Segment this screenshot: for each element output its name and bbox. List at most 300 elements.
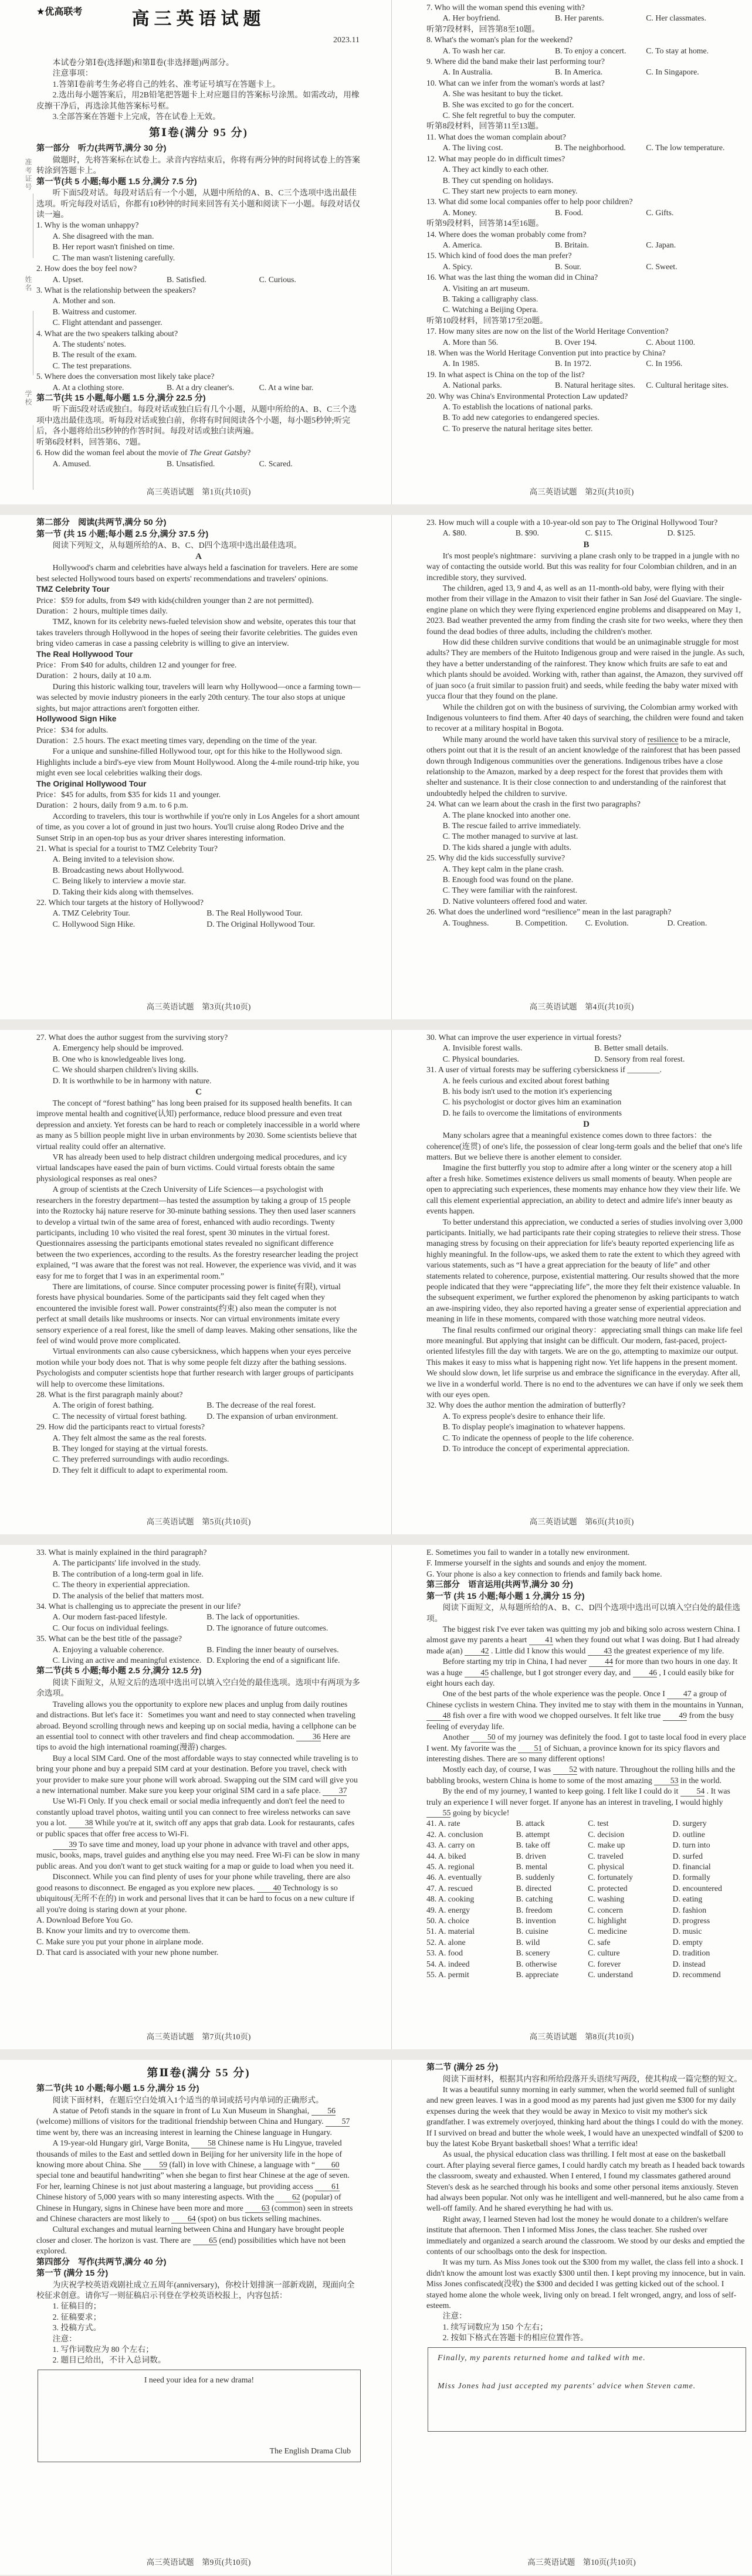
option: C. They start new projects to earn money.: [442, 186, 578, 195]
option: A. More than 56.: [442, 337, 499, 347]
paragraph: The concept of “forest bathing” has long been praised for its supposed health benefits. It can improve mental health and cognitive(认知) performance, reduce blood pressure and even treat depression and anxiety. Yet forests can be hard to reach or completely inaccessible in a world where as many as 5 billion people might live in urban environments by 2030. Some scientists believe that virtual reality could offer an alternative.: [36, 1099, 360, 1151]
options-row: [443, 67, 746, 77]
paragraph: As usual, the physical education class was thrilling. I felt most at ease on the basketball court. After playing several fierce games, I could hardly catch my breath as I headed back towards the classroom, sweaty and exhausted. When I entered, I found my classmates gathered around Steven's desk as he searched through his books and some other personal items anxiously. Steven had always been popular. Not only was he intelligent and well-mannered, but he also came from a well-off family. And he shared everything he had with us.: [426, 2150, 745, 2213]
page-band: [0, 0, 752, 504]
option: D. They felt it difficult to adapt to experimental room.: [52, 1465, 228, 1475]
option: B. They longed for staying at the virtual forests.: [52, 1444, 208, 1453]
question: 33. What is mainly explained in the third paragraph?: [36, 1548, 207, 1557]
section-heading: 第一部分 听力(共两节,满分 30 分): [36, 144, 167, 154]
question: 28. What is the first paragraph mainly about?: [36, 1390, 183, 1399]
passage-label: C: [195, 1087, 202, 1097]
section-heading: 第一节 (满分 15 分): [36, 2269, 109, 2279]
exam-page-4: [376, 515, 752, 1019]
option: B. They cut spending on holidays.: [442, 175, 554, 185]
question: 17. How many sites are now on the list of the World Heritage Convention?: [426, 327, 669, 336]
option: B. otherwise: [516, 1959, 557, 1968]
option: D. The ignorance of future outcomes.: [206, 1623, 328, 1632]
paragraph: 听第9段材料，回答第14至16题。: [426, 219, 544, 228]
options-row: [443, 358, 746, 369]
option: A. In 1985.: [442, 359, 480, 368]
options-row: [443, 262, 746, 272]
option: C. make up: [588, 1841, 625, 1850]
tour-title: TMZ Celebrity Tour: [36, 585, 110, 594]
answer-blank: 43: [588, 1647, 612, 1656]
question: 4. What are the two speakers talking about?: [36, 328, 178, 338]
answer-blank: 46: [633, 1669, 657, 1677]
paragraph: 3. 投稿方式。: [52, 2323, 101, 2333]
answer-blank: 54: [680, 1787, 704, 1796]
cloze-options-row: [426, 1894, 746, 1904]
paragraph: Hollywood's charm and celebrities have always held a fascination for travelers. Here are some best selected Hollywood tours based on experts' recommendations and travelers' opinions.: [36, 563, 358, 583]
page-band: [0, 1545, 752, 2049]
paragraph: TMZ, known for its celebrity news-fueled television show and website, operates this tour that takes travelers through Hollywood in the hopes of seeing their favorite celebrities. The guides even bring video cameras in case a passing celebrity is willing to give an interview.: [36, 617, 358, 648]
paragraph: Traveling allows you the opportunity to explore new places and unplug from daily routines and distractions. But let's face it：Sometimes you want and need to stay connected when traveling abroad. Beyond scrolling through news and keeping up on social media, having a cellphone can be an essential tool to connect with other travelers and find cheap accommodation. 36 Here are tips to avoid the high international roaming(漫游) charges.: [36, 1699, 357, 1752]
paragraph: 2. 题目已给出，不计入总词数。: [52, 2355, 166, 2365]
option: A. America.: [442, 240, 482, 249]
answer-blank: 65: [193, 2236, 217, 2245]
option: 48. A. cooking: [426, 1894, 475, 1904]
option: B. attack: [516, 1819, 545, 1828]
paragraph: 听第6段材料，回答第6、7题。: [36, 437, 146, 446]
option: B. Unsatisfied.: [166, 459, 215, 468]
option: A. She disagreed with the man.: [52, 231, 154, 240]
answer-box-line: I need your idea for a new drama!: [144, 2375, 255, 2384]
options-row: [443, 1043, 746, 1053]
option: C. washing: [588, 1894, 625, 1904]
option: C. Japan.: [646, 240, 676, 249]
option: B. Britain.: [555, 240, 589, 249]
question: 24. What can we learn about the crash in the first two paragraphs?: [426, 799, 641, 809]
question: 7. Who will the woman spend this evening with?: [426, 3, 585, 12]
paragraph: VR has already been used to help distract children undergoing medical procedures, and icy virtual landscapes have eased the pain of burn victims. Could virtual forests obtain the same physiological responses as real ones?: [36, 1153, 347, 1183]
option: 49. A. energy: [426, 1905, 470, 1914]
paragraph: 本试卷分第Ⅰ卷(选择题)和第Ⅱ卷(非选择题)两部分。: [52, 58, 234, 67]
option: C. To stay at home.: [646, 46, 709, 55]
option: 42. A. conclusion: [426, 1829, 483, 1839]
question: 31. A user of virtual forests may be suffering cybersickness if ________.: [426, 1065, 662, 1075]
question: 12. What may people do in difficult times?: [426, 154, 565, 163]
option: B. Waitress and customer.: [52, 307, 137, 316]
option: D. It is worthwhile to be in harmony with nature.: [52, 1076, 212, 1085]
option: B. appreciate: [516, 1970, 559, 1980]
answer-blank: 64: [171, 2215, 195, 2224]
paragraph: 2. 按如下格式在答题卡的相应位置作答。: [442, 2333, 588, 2343]
option: 50. A. choice: [426, 1916, 469, 1925]
option: B. his body isn't used to the motion it's experiencing: [442, 1087, 612, 1096]
option: B. catching: [516, 1894, 553, 1904]
option: A. Toughness.: [442, 918, 489, 927]
option: C. At a wine bar.: [259, 382, 314, 392]
question: 2. How does the boy feel now?: [36, 264, 137, 273]
paragraph: By the end of my journey, I wanted to keep going. I felt like I could do it 54 . It was truly an experience I will never forget. If anyone has an interest in traveling, I would highly 55 going by bicycle!: [426, 1787, 730, 1817]
option: D. tradition: [672, 1948, 710, 1958]
option: D. recommend: [672, 1970, 721, 1980]
option: B. To enjoy a concert.: [555, 46, 626, 55]
option: C. physical: [588, 1862, 625, 1871]
option: C. concern: [588, 1905, 623, 1914]
paragraph: 阅读下面短文，从每题所给的A、B、C、D四个选项中选出可以填入空白处的最佳选项。: [426, 1603, 741, 1623]
answer-blank: 36: [296, 1733, 320, 1741]
option: C. The mother managed to survive at last.: [442, 832, 578, 841]
question: 8. What's the woman's plan for the weekend?: [426, 35, 573, 45]
paragraph: Duration：2 hours, daily at 10 a.m.: [36, 671, 152, 680]
option: C. highlight: [588, 1916, 627, 1925]
paragraph: A statue of Petofi stands in the square in front of Lu Xun Museum in Shanghai, 56 (welcome) millions of visitors for the traditional friendship between China and Hungary. 57 time went by, there was an increasing interest in learning the Chinese language in Hungary.: [36, 2106, 350, 2137]
section-heading: 第二节(共 15 小题,每小题 1.5 分,满分 22.5 分): [36, 393, 206, 403]
option: D. outline: [672, 1829, 705, 1839]
option: C. The test preparations.: [52, 361, 132, 370]
option: B. Taking a calligraphy class.: [442, 294, 538, 303]
paragraph: While the children got on with the business of surviving, the Colombian army worked with Indigenous volunteers to find them. After 40 days of searching, the children were found and taken to recover at a military hospital in Bogota.: [426, 702, 744, 733]
answer-box-line: The English Drama Club: [269, 2446, 351, 2456]
cloze-options-row: [426, 1905, 746, 1916]
option: C. Physical boundaries.: [442, 1054, 519, 1063]
exam-masthead: [36, 2, 361, 57]
answer-blank: 55: [426, 1809, 450, 1818]
paragraph: The biggest risk I've ever taken was quitting my job and biking solo across western China. I almost gave my parents a heart 41 when they found out what I was doing. But I had already made a(an) 42 . Little did I know this would 43 the greatest experience of my life.: [426, 1625, 740, 1655]
option: C. Living an active and meaningful existence.: [52, 1656, 202, 1665]
option: D. he fails to overcome the limitations of environments: [442, 1108, 622, 1117]
option: C. decision: [588, 1829, 625, 1839]
paragraph: According to travelers, this tour is worthwhile if you're only in Los Angeles for a short amount of time, as you cover a lot of ground in just two hours. You'll cruise along Rodeo Drive and the Sunset Strip in an open-top bus as your driver shares interesting information.: [36, 811, 360, 842]
answer-blank: 61: [315, 2182, 339, 2191]
section-heading: 第二节(共 10 小题;每小题 1.5 分,满分 15 分): [36, 2084, 199, 2093]
answer-blank: 62: [276, 2193, 300, 2202]
page-footer: 高三英语试题 第3页(共10页): [146, 1002, 251, 1011]
answer-blank: 41: [529, 1636, 553, 1645]
paragraph: E. Sometimes you fail to wander in a totally new environment.: [426, 1548, 630, 1557]
option: D. The Original Hollywood Tour.: [206, 919, 316, 928]
option: B. One who is knowledgeable lives long.: [52, 1054, 186, 1063]
option: A. Being invited to a television show.: [52, 855, 175, 864]
page-footer: 高三英语试题 第10页(共10页): [527, 2557, 636, 2567]
option: C. Her classmates.: [646, 13, 706, 23]
option: D. encountered: [672, 1883, 722, 1893]
option: A. TMZ Celebrity Tour.: [52, 909, 130, 918]
question: 13. What did some local companies offer to help poor children?: [426, 197, 633, 206]
options-row: [53, 459, 361, 469]
passage-label: B: [583, 540, 590, 550]
paragraph: B. Know your limits and try to overcome them.: [36, 1926, 191, 1936]
option: C. She felt regretful to buy the computer.: [442, 111, 576, 120]
option: C. They preferred surroundings with audio recordings.: [52, 1455, 229, 1464]
section-heading: 第四部分 写作(共两节,满分 40 分): [36, 2257, 167, 2267]
option: B. Her parents.: [555, 13, 604, 23]
option: C. understand: [588, 1970, 633, 1980]
question: 22. Which tour targets at the history of Hollywood?: [36, 898, 204, 907]
option: C. test: [588, 1819, 609, 1828]
paragraph: 听下面5段对话或独白。每段对话或独白后有几个小题，从题中所给的A、B、C三个选项中选出最佳选项。听每段对话或独白前，你将有时间阅读各个小题，每小题5秒钟;听完后，各小题将给出5秒钟的作答时间。每段对话或独白读两遍。: [36, 405, 357, 436]
question: 5. Where does the conversation most likely take place?: [36, 372, 215, 381]
paragraph: D. That card is associated with your new phone number.: [36, 1948, 219, 1957]
paragraph: Before starting my trip in China, I had never 44 for more than two hours in one day. It was a huge 45 challenge, but I got stronger every day, and 46 , I could easily bike for eight hours each day.: [426, 1657, 738, 1688]
option: D. formally: [672, 1873, 711, 1882]
option: D. Creation.: [667, 918, 707, 927]
option: C. culture: [588, 1948, 620, 1958]
exam-page-1: [0, 0, 376, 504]
option: A. Money.: [442, 208, 477, 217]
option: D. music: [672, 1927, 702, 1936]
paragraph: 听下面5段对话。每段对话后有一个小题，从题中所给的A、B、C三个选项中选出最佳选项。听完每段对话后，你都有10秒钟的时间来回答有关小题和阅读下一小题。每段对话仅读一遍。: [36, 188, 360, 219]
question: 1. Why is the woman unhappy?: [36, 221, 139, 230]
option: A. Our modern fast-paced lifestyle.: [52, 1612, 167, 1622]
option: A. Amused.: [52, 459, 92, 468]
options-row: [53, 1623, 361, 1633]
options-row: [53, 382, 361, 393]
paragraph: The final results confirmed our original theory：appreciating small things can make life feel more meaningful. But applying that insight can be difficult. Our modern, fast-paced, project-oriented lifestyles fill the day with targets. We are on the go, attempting to maximize our output. This makes it easy to miss what is happening right now. Yet life happens in the present moment. We should slow down, let life surprise us and embrace the significance in the everyday. After all, we live in a wonderful world. There is no end to the adventures we can have if only we seek them with our eyes open.: [426, 1325, 743, 1399]
question: 32. Why does the author mention the admiration of butterfly?: [426, 1401, 626, 1410]
option: 54. A. indeed: [426, 1959, 470, 1968]
paragraph: Price：$34 for adults.: [36, 725, 109, 734]
option: B. The rescue failed to arrive immediately.: [442, 821, 581, 830]
option: C. In Singapore.: [646, 67, 699, 77]
option: B. Competition.: [515, 918, 568, 927]
answer-blank: 50: [471, 1733, 495, 1742]
answer-blank: 56: [311, 2107, 336, 2116]
paragraph: Another 50 of my journey was definitely the food. I got to taste local food in every place I went. My favorite was the 51 of Sichuan, a province known for its spicy flavors and interesting dishes. There are so many different options!: [426, 1733, 746, 1763]
paragraph: 听第10段材料，回答第17至20题。: [426, 316, 548, 325]
section-heading: 第三部分 语言运用(共两节,满分 30 分): [426, 1580, 573, 1590]
option: A. The living cost.: [442, 143, 503, 152]
question: 35. What can be the best title of the passage?: [36, 1634, 182, 1643]
option: D. To introduce the concept of experimental appreciation.: [442, 1444, 630, 1453]
option: D. surfed: [672, 1851, 703, 1860]
option: B. At a dry cleaner's.: [166, 382, 235, 392]
option: 41. A. rate: [426, 1819, 460, 1828]
options-row: [443, 1054, 746, 1065]
paragraph: 为庆祝学校英语戏剧社成立五周年(anniversary)，你校计划排演一部新戏剧，现面向全校征求创意。请你写一则征稿启示刊登在学校英语校报上，内容包括：: [36, 2280, 355, 2300]
paragraph: Disconnect. While you can find plenty of uses for your phone while traveling, there are also good reasons to disconnect. Be engaged as you explore new places. 40 Technology is so ubiquitous(无所不在的) in work and personal lives that it can be hard to focus on a new culture if all you're doing is staring down at your phone.: [36, 1872, 355, 1914]
paragraph: During this historic walking tour, travelers will learn why Hollywood—once a farming town—was selected by movie industry pioneers in the early 20th century. The tour also stops at unique sights, but major attractions aren't forgotten either.: [36, 682, 361, 713]
paragraph: It was my turn. As Miss Jones took out the $300 from my wallet, the class fell into a shock. I didn't know the amount lost was exactly $300 until then. I kept proving my innocence, but in vain. Miss Jones confiscated(没收) the $300 and decided I was getting kicked out of the school. I stayed home alone the whole week, living only on bread. I felt wronged, angry, and loss of self-esteem.: [426, 2258, 746, 2310]
option: B. wild: [516, 1937, 540, 1947]
question: 16. What was the last thing the woman did in China?: [426, 273, 598, 282]
paragraph: Imagine the first butterfly you stop to admire after a long winter or the scenery atop a hill after a fresh hike. Sometimes existence delivers us small moments of beauty. When people are open to appreciating such experiences, these moments may enhance how they view their life. We call this element experiential appreciation, an ability to detect and admire life's inner beauty as events happen.: [426, 1163, 740, 1216]
option: C. In 1956.: [646, 359, 683, 368]
exam-title: 高三英语试题: [131, 9, 266, 29]
option: B. freedom: [516, 1905, 553, 1914]
option: B. The result of the exam.: [52, 350, 137, 360]
option: A. They kept calm in the plane crash.: [442, 864, 564, 873]
section-heading: 第一节(共 5 小题;每小题 1.5 分,满分 7.5 分): [36, 177, 197, 187]
exam-page-9: [0, 2060, 376, 2575]
option: 53. A. food: [426, 1948, 463, 1958]
exam-brand: ★优高联考: [36, 7, 83, 17]
answer-blank: 42: [465, 1647, 489, 1656]
exam-page-5: [0, 1030, 376, 1534]
answer-blank: 48: [426, 1711, 450, 1720]
option: B. In 1972.: [555, 359, 592, 368]
option: D. progress: [672, 1916, 710, 1925]
option: D. $125.: [667, 528, 696, 538]
question: 10. What can we infer from the woman's words at last?: [426, 78, 605, 87]
underlined-word: resilience: [647, 734, 679, 744]
options-row: [53, 1655, 361, 1666]
question: 30. What can improve the user experience in virtual forests?: [426, 1033, 622, 1042]
cloze-options-row: [426, 1926, 746, 1937]
section-heading: 第二节(共 5 小题;每小题 2.5 分,满分 12.5 分): [36, 1666, 202, 1676]
question: 18. When was the World Heritage Convention put into practice by China?: [426, 348, 666, 357]
paragraph: Mostly each day, of course, I was 52 with nature. Throughout the rolling hills and the babbling brooks, western China is home to some of the most amazing 53 in the world.: [426, 1765, 736, 1785]
paragraph: F. Immerse yourself in the sights and sounds and enjoy the moment.: [426, 1558, 647, 1568]
option: D. instead: [672, 1959, 706, 1968]
question: 9. Where did the band make their last performing tour?: [426, 57, 605, 66]
option: C. protected: [588, 1883, 628, 1893]
option: D. surgery: [672, 1819, 707, 1828]
option: B. Over 194.: [555, 337, 597, 347]
page-footer: 高三英语试题 第2页(共10页): [529, 487, 634, 496]
paragraph: C. Make sure you put your phone in airplane mode.: [36, 1937, 204, 1946]
cloze-options-row: [426, 1872, 746, 1883]
paragraph: One of the best parts of the whole experience was the people. Once I 47 a group of Chinese cyclists in western China. They invited me to stay with them in the mountains in Yunnan, 48 fish over a fire with wood we chopped ourselves. It felt like true 49 from the busy feeling of everyday life.: [426, 1689, 744, 1731]
answer-blank: 58: [191, 2139, 215, 2148]
option: C. Hollywood Sign Hike.: [52, 919, 136, 928]
tour-title: The Real Hollywood Tour: [36, 649, 133, 659]
answer-blank: 44: [589, 1658, 613, 1666]
answer-blank: 40: [257, 1884, 281, 1893]
page-footer: 高三英语试题 第5页(共10页): [146, 1517, 251, 1526]
option: A. Invisible forest walls.: [442, 1043, 523, 1053]
question: 23. How much will a couple with a 10-year-old son pay to The Original Hollywood Tour?: [426, 518, 718, 527]
exam-page-8: [376, 1545, 752, 2049]
answer-blank: 47: [667, 1690, 691, 1699]
option: B. $90.: [515, 528, 540, 538]
option: 55. A. permit: [426, 1970, 469, 1980]
cloze-options-row: [426, 1818, 746, 1829]
option: A. he feels curious and excited about forest bathing: [442, 1076, 609, 1085]
paragraph: G. Your phone is also a key connection to friends and family back home.: [426, 1569, 662, 1578]
answer-blank: 51: [518, 1744, 542, 1753]
option: B. attempt: [516, 1829, 550, 1839]
exam-page-10: [376, 2060, 752, 2575]
question: 20. Why was China's Environmental Protection Law updated?: [426, 391, 628, 401]
option: D. Exploring the end of a significant life.: [206, 1656, 340, 1665]
option: B. The neighborhood.: [555, 143, 626, 152]
option: C. We should sharpen children's living skills.: [52, 1065, 199, 1075]
option: B. invention: [516, 1916, 556, 1925]
options-row: [443, 380, 746, 391]
paragraph: Price：$45 for adults, from $35 for kids 11 and younger.: [36, 789, 221, 799]
page-band: [0, 2060, 752, 2575]
option: A. They felt almost the same as the real forests.: [52, 1433, 206, 1442]
option: C. Evolution.: [585, 918, 629, 927]
option: B. Broadcasting news about Hollywood.: [52, 865, 184, 875]
option: D. The analysis of the belief that matters most.: [52, 1591, 204, 1600]
option: A. To express people's desire to enhance their life.: [442, 1411, 605, 1421]
option: B. cuisine: [516, 1927, 548, 1936]
question: 25. Why did the kids successfully survive?: [426, 853, 565, 863]
option: A. To wash her car.: [442, 46, 506, 55]
page-band: [0, 515, 752, 1019]
option: C. To indicate the openness of people to the life coherence.: [442, 1433, 634, 1442]
question: 6. How did the woman feel about the movie of The Great Gatsby?: [36, 448, 251, 457]
exam-date: 2023.11: [333, 36, 360, 45]
options-row: [443, 528, 746, 538]
page-footer: 高三英语试题 第4页(共10页): [529, 1002, 634, 1011]
sidebar-label: 姓名: [24, 276, 32, 292]
sidebar-label: 准考证号: [24, 158, 32, 191]
options-row: [53, 1411, 361, 1422]
answer-blank: 59: [143, 2161, 167, 2170]
paragraph: Duration：2.5 hours. The exact meeting times vary, depending on the time of the year.: [36, 735, 317, 745]
option: C. safe: [588, 1937, 611, 1947]
paragraph: A 19-year-old Hungary girl, Varge Bonita, 58 Chinese name is Hu Lingyue, traveled thousands of miles to the East and settled down in Beijing for her university life in the hope of knowing more about China. She 59 (fall) in love with Chinese, a language with “ 60 special tone and beautiful handwriting” when she began to first hear Chinese at the age of seven. For her, learning Chinese is not just about mastering a language, but providing access 61 Chinese history of 5,000 years with so many interesting aspects. With the 62 (popular) of Chinese in Hungary, signs in Chinese have been more and more 63 (common) seen in streets and Chinese characters are most likely to 64 (spot) on bus tickets selling machines.: [36, 2138, 353, 2223]
option: A. Visiting an art museum.: [442, 283, 530, 293]
section-heading: 第一节 (共 15 小题;每小题 2.5 分,满分 37.5 分): [36, 529, 209, 539]
tour-title: Hollywood Sign Hike: [36, 714, 117, 724]
option: D. Sensory from real forest.: [594, 1054, 685, 1063]
option: B. driven: [516, 1851, 546, 1860]
paragraph: For a unique and sunshine-filled Hollywood tour, opt for this hike to the Hollywood sign. Highlights include a bird's-eye view from Mount Hollywood. Along the 4-mile round-trip hike, you might even see local celebrities walking their dogs.: [36, 747, 360, 778]
answer-blank: 37: [323, 1787, 347, 1795]
answer-blank: 60: [315, 2161, 339, 2170]
option: 45. A. regional: [426, 1862, 475, 1871]
paragraph: 39 To save time and money, load up your phone in advance with travel and other apps, music, books, maps, travel guides and anything else you may need. Free Wi-Fi can be slow in many public areas. And you don't want to get stuck waiting for a map or guide to load when you need it.: [36, 1840, 360, 1870]
option: D. Native volunteers offered food and water.: [442, 896, 588, 906]
option: B. directed: [516, 1883, 552, 1893]
paragraph: Use Wi-Fi Only. If you check email or social media infrequently and don't feel the need to constantly upload travel photos, waiting until you can connect to free wireless networks can save you a lot. 38 While you're at it, switch off any apps that grab data. Look for restaurants, cafes or public spaces that offer free access to Wi-Fi.: [36, 1797, 355, 1838]
exam-page-7: [0, 1545, 376, 2049]
options-row: [443, 337, 746, 348]
cloze-options-row: [426, 1916, 746, 1926]
page-footer: 高三英语试题 第9页(共10页): [146, 2557, 251, 2567]
option: C. The theory in experiential appreciation.: [52, 1580, 190, 1589]
option: B. Sour.: [555, 262, 581, 271]
options-row: [53, 908, 361, 918]
option: A. They act kindly to each other.: [442, 165, 549, 174]
option: A. She was hesitant to buy the ticket.: [442, 89, 563, 99]
paragraph: There are limitations, of course. Since computer processing power is finite(有限), virtual forests have physical boundaries. Some of the participants said they felt caged when they encountered the invisible forest wall. Power constraints(约束) also mean the computer is not perfect at small details like mushrooms or insects. Nor can virtual environments imitate every sensory experience of a real forest, like the smell of damp leaves. Making other sensations, like the feel of wind would prove more complicated.: [36, 1282, 357, 1345]
options-row: [443, 46, 746, 56]
paragraph: 1. 写作词数应为 80 个左右；: [52, 2345, 154, 2354]
option: C. Our focus on individual feelings.: [52, 1623, 169, 1632]
paragraph: Right away, I learned Steven had lost the money he would donate to a children's welfare institute that afternoon. Then I informed Miss Jones, the class teacher. She rushed over immediately and organized a search around the classroom. We stood by our desks and emptied the contents of our schoolbags onto the desk for inspection.: [426, 2214, 745, 2256]
cloze-options-row: [426, 1937, 746, 1948]
option: A. Enjoying a valuable coherence.: [52, 1645, 164, 1654]
option: B. The Real Hollywood Tour.: [206, 909, 303, 918]
option: A. Spicy.: [442, 262, 473, 271]
option: A. Mother and son.: [52, 296, 116, 306]
option: C. Sweet.: [646, 262, 678, 271]
option: C. Curious.: [259, 274, 296, 284]
exam-page-2: [376, 0, 752, 504]
paragraph: Many scholars agree that a meaningful existence comes down to three factors：the coherence(连贯) of one's life, the possession of clear long-term goals and the belief that one's life matters. But we believe there is another element to consider.: [426, 1131, 743, 1162]
option: C. The low temperature.: [646, 143, 725, 152]
option: B. Enough food was found on the plane.: [442, 875, 574, 884]
options-row: [443, 240, 746, 250]
option: A. Her boyfriend.: [442, 13, 500, 23]
question: 27. What does the author suggest from the surviving story?: [36, 1033, 228, 1042]
paragraph: Duration：2 hours, multiple times daily.: [36, 606, 168, 616]
paragraph: 注意：: [52, 2334, 77, 2343]
question: 15. Which kind of food does the man prefer?: [426, 251, 572, 260]
option: C. Watching a Beijing Opera.: [442, 305, 538, 314]
options-row: [53, 1400, 361, 1411]
answer-blank: 57: [326, 2117, 350, 2126]
paragraph: 阅读下列短文，从每题所给的A、B、C、D四个选项中选出最佳选项。: [52, 541, 302, 550]
answer-box: [38, 2370, 361, 2462]
paragraph: 2. 征稿要求；: [52, 2312, 101, 2321]
paragraph: The children, aged 13, 9 and 4, as well as an 11-month-old baby, were flying with their mother from their village in the Amazon to visit their father in San José del Guaviare. The single-engine plane on which they were flying experienced engine problems and disappeared on May 1, 2023. Bad weather prevented the army from finding the crash site for two weeks, where they then found the dead bodies of three adults, including the children's mother.: [426, 584, 743, 636]
answer-blank: 49: [663, 1711, 687, 1720]
options-row: [443, 918, 746, 928]
option: B. To display people's imagination to whatever happens.: [442, 1422, 625, 1432]
option: C. The man wasn't listening carefully.: [52, 253, 175, 262]
option: D. Taking their kids along with themselves.: [52, 887, 194, 896]
option: C. About 1100.: [646, 337, 696, 347]
option: D. financial: [672, 1862, 711, 1871]
cloze-options-row: [426, 1829, 746, 1840]
